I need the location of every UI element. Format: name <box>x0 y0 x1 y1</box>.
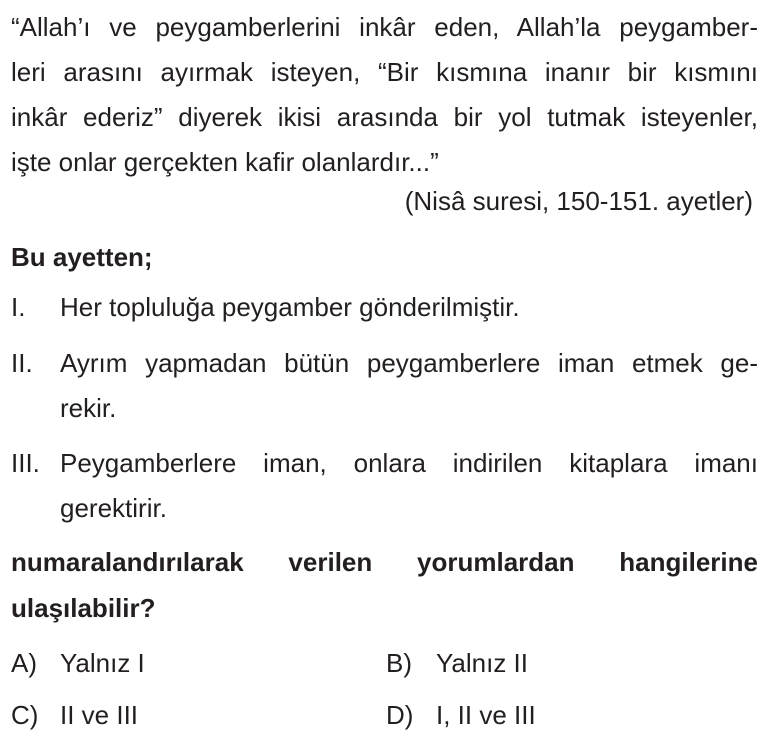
statement-text-2-line-1: Ayrım yapmadan bütün peygamberlere iman etmek ge- <box>60 348 758 378</box>
statement-text-3-line-1: Peygamberlere iman, onlara indirilen kitaplara imanı <box>60 448 758 478</box>
option-d-text[interactable]: I, II ve III <box>436 700 536 730</box>
quote-line-2: leri arasını ayırmak isteyen, “Bir kısmına inanır bir kısmını <box>11 57 758 87</box>
quote-source: (Nisâ suresi, 150-151. ayetler) <box>404 186 753 216</box>
option-c-letter[interactable]: C) <box>11 700 39 730</box>
statement-text-3-line-2: gerektirir. <box>60 493 167 523</box>
option-c-text[interactable]: II ve III <box>60 700 139 730</box>
option-a-text[interactable]: Yalnız I <box>60 648 145 678</box>
statement-text-1-line-1: Her topluluğa peygamber gönderilmiştir. <box>60 292 520 322</box>
option-b-letter[interactable]: B) <box>386 648 412 678</box>
statement-number-3: III. <box>11 448 40 478</box>
option-d-letter[interactable]: D) <box>386 700 414 730</box>
option-a-letter[interactable]: A) <box>11 648 37 678</box>
stem-intro: Bu ayetten; <box>11 242 153 272</box>
statement-number-1: I. <box>11 292 26 322</box>
question-line-2: ulaşılabilir? <box>11 593 156 623</box>
statement-number-2: II. <box>11 348 33 378</box>
statement-text-2-line-2: rekir. <box>60 393 117 423</box>
quote-line-4: işte onlar gerçekten kafir olanlardır...” <box>11 147 439 177</box>
quote-line-1: “Allah’ı ve peygamberlerini inkâr eden, Allah’la peygamber- <box>11 12 758 42</box>
quote-line-3: inkâr ederiz” diyerek ikisi arasında bir yol tutmak isteyenler, <box>11 102 758 132</box>
question-line-1: numaralandırılarak verilen yorumlardan hangilerine <box>11 547 758 577</box>
option-b-text[interactable]: Yalnız II <box>436 648 529 678</box>
